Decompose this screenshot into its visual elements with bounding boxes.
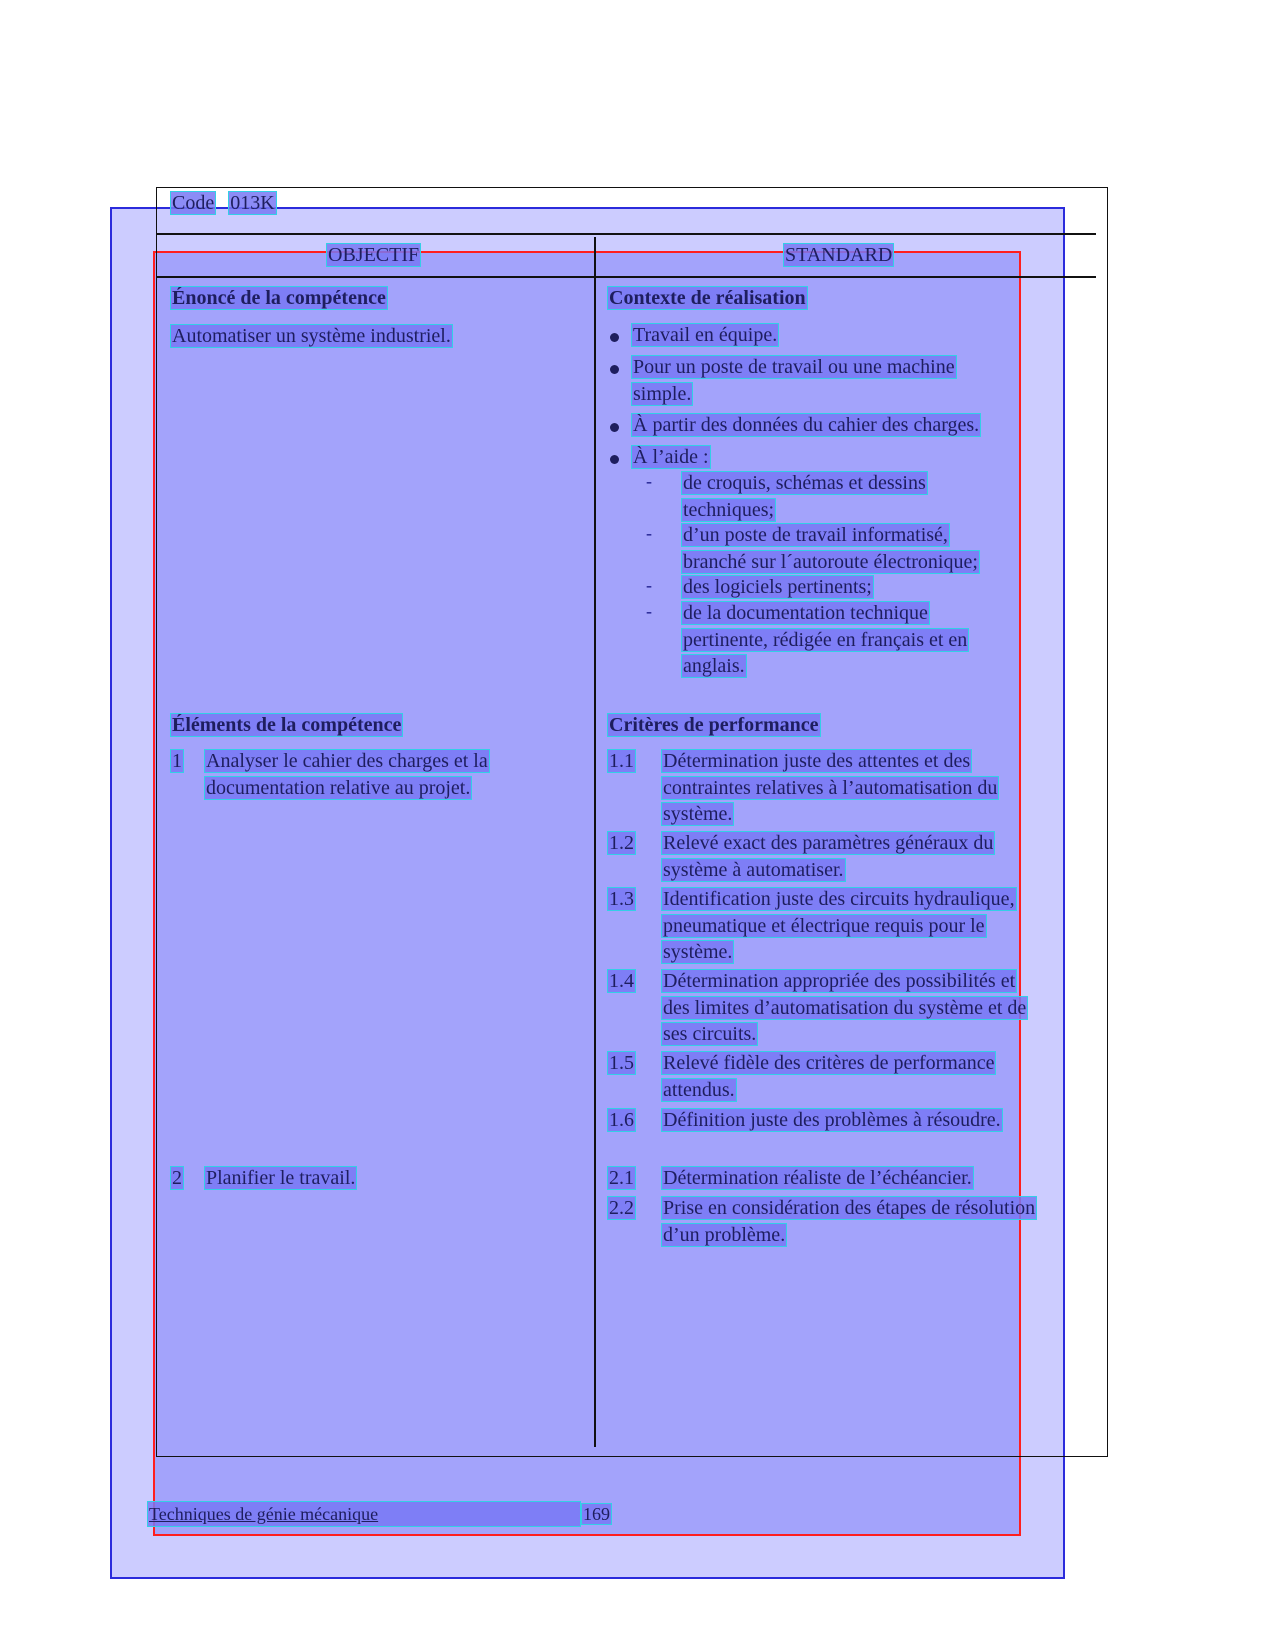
elements-title: Éléments de la compétence — [172, 714, 402, 736]
dash-icon: - — [646, 523, 652, 543]
footer-page-number: 169 — [583, 1504, 610, 1524]
enonce-title: Énoncé de la compétence — [172, 287, 386, 309]
table-divider-header — [156, 276, 1096, 278]
header-standard: STANDARD — [785, 244, 893, 266]
header-objectif: OBJECTIF — [328, 244, 420, 266]
criteres-title: Critères de performance — [609, 714, 819, 736]
code-value: 013K — [230, 192, 275, 214]
bullet-icon — [610, 423, 619, 432]
bullet-icon — [610, 455, 619, 464]
table-divider-top — [156, 233, 1096, 235]
dash-icon: - — [646, 471, 652, 491]
contexte-title: Contexte de réalisation — [609, 287, 806, 309]
footer-title: Techniques de génie mécanique — [148, 1502, 578, 1526]
dash-icon: - — [646, 601, 652, 621]
table-column-divider — [594, 237, 596, 1447]
bullet-icon — [610, 333, 619, 342]
enonce-text: Automatiser un système industriel. — [172, 325, 451, 347]
code-label: Code — [172, 192, 215, 214]
bullet-icon — [610, 365, 619, 374]
dash-icon: - — [646, 575, 652, 595]
code-line — [171, 191, 276, 215]
